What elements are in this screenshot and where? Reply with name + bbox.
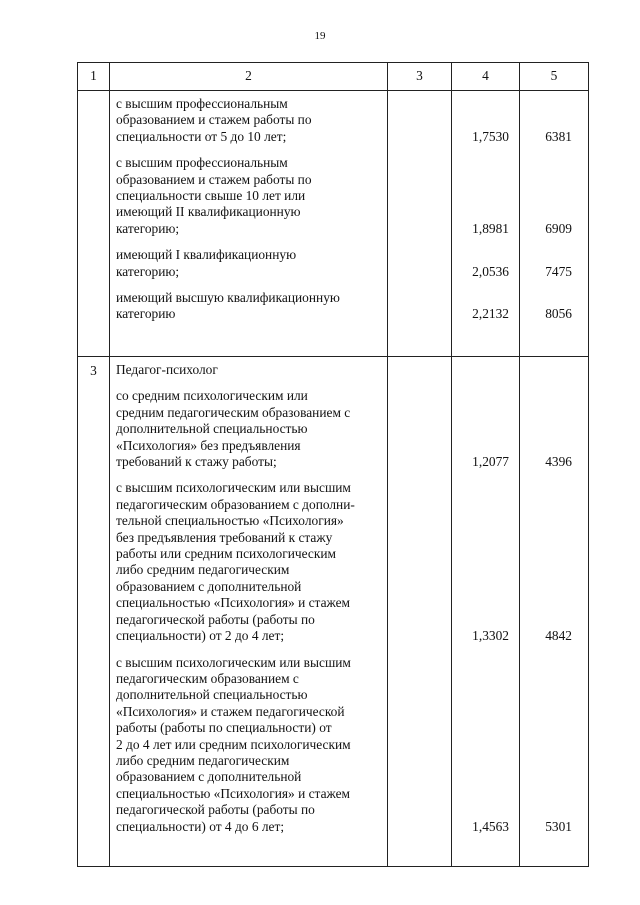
- salary-value: 7475: [545, 263, 572, 279]
- list-item: с высшим психологическим или высшим педагогическим образованием с дополни- тельной специальностью «Психология» без предъявления требований к стажу работы или средним психологическим либо средним педагогическим образованием с дополнительной специальностью «Психология» и стажем педагогической работы (работы по специальности) от 2 до 4 лет;: [116, 480, 355, 644]
- salary-value: 6909: [545, 220, 572, 236]
- empty-cell: [388, 357, 452, 867]
- salary-cell: [520, 357, 589, 867]
- salary-value: 4842: [545, 628, 572, 644]
- header-col-1: 1: [78, 63, 110, 91]
- header-col-5: 5: [520, 63, 589, 91]
- header-col-2: 2: [110, 63, 388, 91]
- coefficient-value: 1,4563: [472, 818, 509, 834]
- description-cell: [110, 91, 388, 357]
- coefficient-value: 2,0536: [472, 263, 509, 279]
- salary-table: [77, 62, 589, 867]
- salary-value: 6381: [545, 128, 572, 144]
- salary-value: 8056: [545, 306, 572, 322]
- list-item: с высшим профессиональным образованием и стажем работы по специальности от 5 до 10 лет;: [116, 96, 312, 144]
- coefficient-cell: [452, 357, 520, 867]
- coefficient-value: 1,7530: [472, 128, 509, 144]
- empty-cell: [388, 91, 452, 357]
- row-number: 3: [90, 363, 97, 378]
- coefficient-value: 1,8981: [472, 220, 509, 236]
- row-number-cell: [78, 357, 110, 867]
- coefficient-value: 1,2077: [472, 454, 509, 470]
- table-row: [78, 357, 589, 867]
- header-row: [78, 63, 589, 91]
- row-number-cell: [78, 91, 110, 357]
- list-item: имеющий высшую квалификационную категорию: [116, 290, 340, 322]
- position-title: Педагог-психолог: [116, 362, 218, 377]
- table-row: [78, 91, 589, 357]
- list-item: со средним психологическим или средним педагогическим образованием с дополнительной специальностью «Психология» без предъявления требований к стажу работы;: [116, 388, 351, 470]
- list-item: с высшим психологическим или высшим педагогическим образованием с дополнительной специальностью «Психология» и стажем педагогической работы (работы по специальности) от 2 до 4 лет или средним психологическим либо средним педагогическим образованием с дополнительной специальностью «Психология» и стажем педагогической работы (работы по специальности) от 4 до 6 лет;: [116, 654, 351, 834]
- salary-value: 5301: [545, 818, 572, 834]
- list-item: имеющий I квалификационную категорию;: [116, 247, 297, 279]
- coefficient-cell: [452, 91, 520, 357]
- header-col-3: 3: [388, 63, 452, 91]
- coefficient-value: 1,3302: [472, 628, 509, 644]
- header-col-4: 4: [452, 63, 520, 91]
- description-cell: [110, 357, 388, 867]
- salary-value: 4396: [545, 454, 572, 470]
- salary-cell: [520, 91, 589, 357]
- coefficient-value: 2,2132: [472, 306, 509, 322]
- list-item: с высшим профессиональным образованием и стажем работы по специальности свыше 10 лет или имеющий II квалификационную категорию;: [116, 155, 312, 236]
- page-number: 19: [314, 30, 326, 42]
